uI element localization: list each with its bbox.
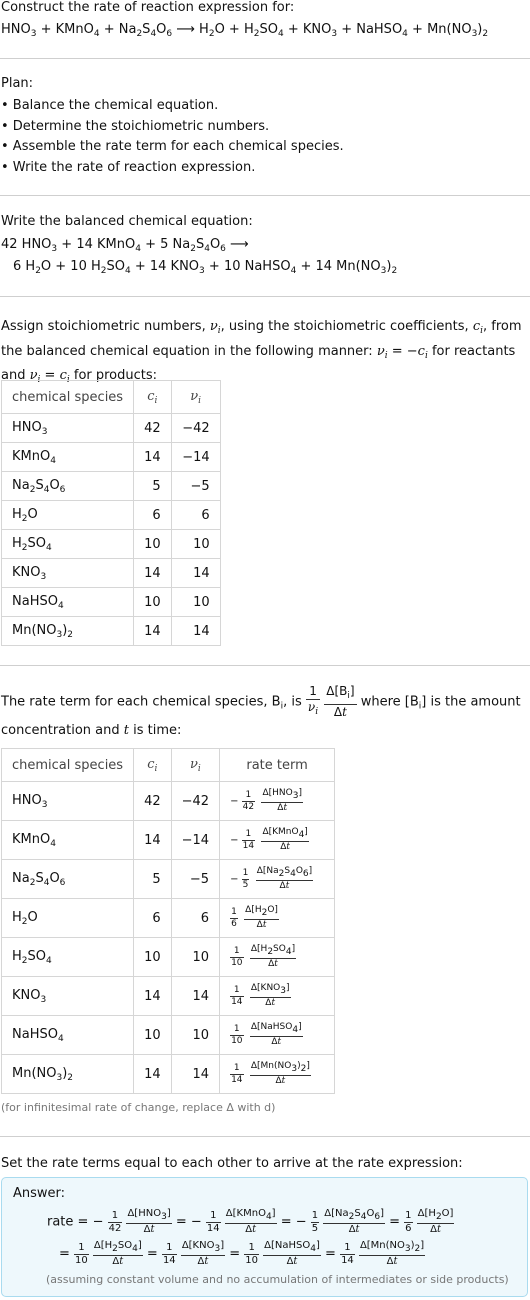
species-cell: $Mn(NO_3)_2$ (2, 1055, 134, 1094)
stoich-number-cell: 14 (171, 1055, 219, 1094)
species-cell: $Na_2S_4O_6$ (2, 472, 134, 501)
column-header: $c_i$ (134, 381, 172, 414)
plan-step: • Write the rate of reaction expression. (1, 159, 256, 175)
intro-reaction: $HNO_3$ + KMnO$_4$ + $Na_2S_4O_6$ ⟶ $H_2O + H_2SO_4 + KNO_3$ + NaHSO$_4$ + $Mn(NO_3)_2$ (1, 22, 489, 39)
coefficient-cell: 14 (134, 443, 172, 472)
table-row (2, 472, 221, 501)
table-row (2, 1055, 335, 1094)
stoich-number-cell: 10 (171, 588, 220, 617)
stoich-intro: Assign stoichiometric numbers, $\nu_i$, using the stoichiometric coefficients, $c_i$, from the balanced chemical equation in the following manner: $\nu_i = -c_i$ for reactants and $\nu_i = c_i$ for products: (1, 319, 522, 385)
rate-term-cell: $\frac{1}{14}$ $\frac{\text{Δ[KNO3]}}{\Delta t}$ (220, 977, 335, 1016)
rate-expression-line-1: rate = − $\frac{1}{42}$ Δ[HNO3] Δt = − $\frac{1}{14}$ Δ[KMnO4] Δt = − $\frac{1}{5}$ $\frac{\Delta[Na2S4O6]}{\Delta t}$ = $\frac{1}{6}$ $\frac{\Delta[H2O]}{\Delta t}$ (47, 1208, 454, 1235)
column-header: chemical species (2, 749, 134, 782)
table-row (2, 443, 221, 472)
coefficient-cell: 6 (134, 501, 172, 530)
species-cell: $Na_2S_4O_6$ (2, 860, 134, 899)
stoich-number-cell: −14 (171, 821, 219, 860)
stoich-number-cell: 14 (171, 559, 220, 588)
coefficient-cell: 42 (134, 414, 172, 443)
divider (0, 58, 530, 59)
table-row (2, 821, 335, 860)
coefficient-cell: 14 (134, 1055, 172, 1094)
coefficient-cell: 14 (134, 617, 172, 646)
rate-term-cell: $\frac{1}{10}$ $\frac{\text{Δ[NaHSO4]}}{\Delta t}$ (220, 1016, 335, 1055)
balanced-line-1: 42 $HNO_3 + 14$ KMnO$_4$ + 5 $Na_2S_4O_6$ ⟶ (1, 237, 249, 254)
answer-label: Answer: (13, 1186, 66, 1201)
species-cell: $H_2O$ (2, 899, 134, 938)
stoich-number-cell: 14 (171, 977, 219, 1016)
balanced-line-2: 6 $H_2O + 10$ $H_2SO_4 + 14$ $KNO_3 + 10$ NaHSO$_4$ + 14 $Mn(NO_3)_2$ (13, 259, 398, 276)
balanced-title: Write the balanced chemical equation: (1, 214, 253, 229)
rate-terms-table (1, 748, 335, 1094)
rate-term-cell: − $\frac{1}{42}$ $\frac{\text{Δ[HNO3]}}{\Delta t}$ (220, 782, 335, 821)
table-row (2, 899, 335, 938)
table-row (2, 977, 335, 1016)
column-header: $c_i$ (134, 749, 172, 782)
rate-term-cell: $\frac{1}{14}$ $\frac{\Delta[Mn(NO3)2]}{\Delta t}$ (220, 1055, 335, 1094)
answer-note: (assuming constant volume and no accumulation of intermediates or side products) (46, 1273, 509, 1286)
stoich-number-cell: 6 (171, 501, 220, 530)
rate-word: rate (47, 1214, 74, 1230)
species-cell: NaHSO$_4$ (2, 588, 134, 617)
divider (0, 665, 530, 666)
stoich-table (1, 380, 221, 646)
rate-term-cell: − $\frac{1}{5}$ $\frac{\Delta[Na2S4O6]}{\Delta t}$ (220, 860, 335, 899)
divider (0, 195, 530, 196)
table-row (2, 938, 335, 977)
table-row (2, 588, 221, 617)
species-cell: $KNO_3$ (2, 977, 134, 1016)
species-cell: $KNO_3$ (2, 559, 134, 588)
coefficient-cell: 14 (134, 977, 172, 1016)
table-row (2, 782, 335, 821)
stoich-number-cell: −42 (171, 782, 219, 821)
stoich-number-cell: 14 (171, 617, 220, 646)
rate-term-cell: $\frac{1}{6}$ $\frac{\Delta[H2O]}{\Delta t}$ (220, 899, 335, 938)
answer-box (1, 1177, 528, 1297)
coefficient-cell: 6 (134, 899, 172, 938)
stoich-number-cell: 6 (171, 899, 219, 938)
stoich-number-cell: −5 (171, 472, 220, 501)
species-cell: KMnO$_4$ (2, 443, 134, 472)
plan-step: • Determine the stoichiometric numbers. (1, 118, 270, 134)
rate-expression-line-2: = $\frac{1}{10}$ $\frac{\Delta[H2SO4]}{\Delta t}$ = $\frac{1}{14}$ Δ[KNO3] Δt = $\frac{1}{10}$ Δ[NaHSO4] Δt = $\frac{1}{14}$ $\frac{\Delta[Mn(NO3)2]}{\Delta t}$ (59, 1240, 425, 1267)
column-header: $\nu_i$ (171, 381, 220, 414)
plan-step: • Assemble the rate term for each chemical species. (1, 139, 344, 154)
coefficient-cell: 10 (134, 938, 172, 977)
stoich-number-cell: −14 (171, 443, 220, 472)
table-row (2, 414, 221, 443)
plan-title: Plan: (1, 76, 34, 91)
coefficient-cell: 14 (134, 559, 172, 588)
stoich-number-cell: 10 (171, 938, 219, 977)
coefficient-cell: 5 (134, 860, 172, 899)
column-header: rate term (220, 749, 335, 782)
species-cell: $Mn(NO_3)_2$ (2, 617, 134, 646)
species-cell: $H_2SO_4$ (2, 530, 134, 559)
intro-text: Construct the rate of reaction expression for: (1, 0, 295, 15)
coefficient-cell: 10 (134, 588, 172, 617)
table-row (2, 1016, 335, 1055)
rate-terms-note: (for infinitesimal rate of change, replace Δ with d) (1, 1101, 276, 1114)
species-cell: $HNO_3$ (2, 782, 134, 821)
coefficient-cell: 14 (134, 821, 172, 860)
divider (0, 296, 530, 297)
table-row (2, 530, 221, 559)
plan-step: • Balance the chemical equation. (1, 98, 219, 113)
species-cell: $H_2O$ (2, 501, 134, 530)
divider (0, 1136, 530, 1137)
stoich-number-cell: −5 (171, 860, 219, 899)
column-header: $\nu_i$ (171, 749, 219, 782)
stoich-number-cell: −42 (171, 414, 220, 443)
final-intro: Set the rate terms equal to each other to arrive at the rate expression: (1, 1156, 463, 1171)
plan-list (1, 96, 344, 178)
species-cell: NaHSO$_4$ (2, 1016, 134, 1055)
table-row (2, 559, 221, 588)
rate-term-cell: − $\frac{1}{14}$ $\frac{\text{Δ[KMnO4]}}{\Delta t}$ (220, 821, 335, 860)
species-cell: $HNO_3$ (2, 414, 134, 443)
species-cell: KMnO$_4$ (2, 821, 134, 860)
rate-term-cell: $\frac{1}{10}$ $\frac{\Delta[H2SO4]}{\Delta t}$ (220, 938, 335, 977)
coefficient-cell: 42 (134, 782, 172, 821)
stoich-number-cell: 10 (171, 1016, 219, 1055)
table-row (2, 617, 221, 646)
stoich-number-cell: 10 (171, 530, 220, 559)
coefficient-cell: 5 (134, 472, 172, 501)
column-header: chemical species (2, 381, 134, 414)
table-row (2, 501, 221, 530)
coefficient-cell: 10 (134, 530, 172, 559)
table-row (2, 860, 335, 899)
species-cell: $H_2SO_4$ (2, 938, 134, 977)
coefficient-cell: 10 (134, 1016, 172, 1055)
rate-terms-intro: The rate term for each chemical species, $B_i$, is $\frac{1}{\nu_i}$ $\frac{\Delta[B_i]}{\Delta t}$ where $[B_i]$ is the amount concentration and t is time: (1, 684, 521, 738)
